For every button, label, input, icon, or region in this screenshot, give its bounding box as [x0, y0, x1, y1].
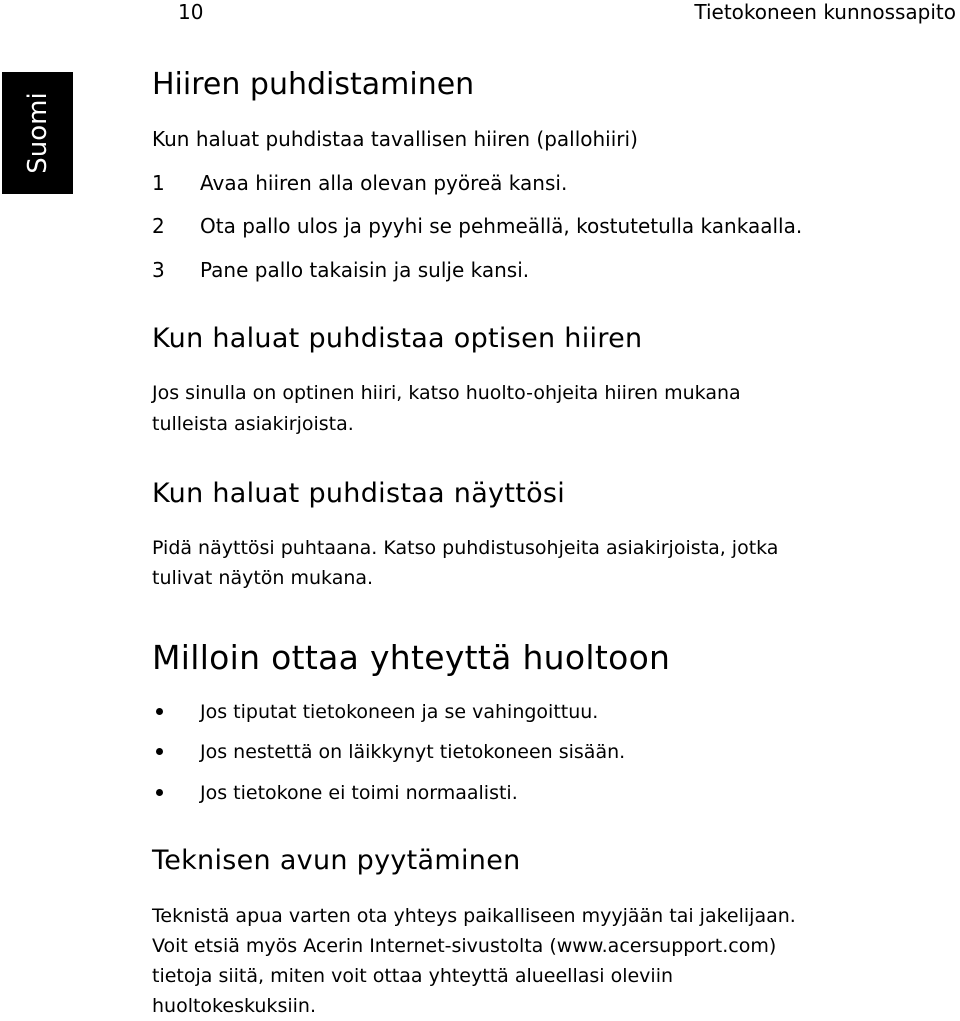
support-text-line: huoltokeskuksiin.	[152, 995, 316, 1017]
running-header-title: Tietokoneen kunnossapito	[694, 0, 956, 24]
section-heading-mouse: Hiiren puhdistaminen	[152, 67, 475, 102]
list-item	[152, 168, 942, 198]
bullet-icon	[156, 748, 163, 755]
optical-text-line: tulleista asiakirjoista.	[152, 413, 354, 435]
step-number: 3	[152, 258, 165, 282]
display-text-line: Pidä näyttösi puhtaana. Katso puhdistusohjeita asiakirjoista, jotka	[152, 537, 779, 559]
support-text-line: Voit etsiä myös Acerin Internet-sivustolta (www.acersupport.com)	[152, 935, 777, 957]
mouse-intro: Kun haluat puhdistaa tavallisen hiiren (pallohiiri)	[152, 127, 638, 151]
optical-text-line: Jos sinulla on optinen hiiri, katso huolto-ohjeita hiiren mukana	[152, 382, 741, 404]
language-tab-label: Suomi	[22, 92, 53, 174]
bullet-text: Jos nestettä on läikkynyt tietokoneen sisään.	[200, 741, 626, 763]
step-number: 2	[152, 214, 165, 238]
language-tab	[2, 72, 73, 194]
list-item	[152, 211, 942, 241]
page-number: 10	[178, 0, 204, 24]
list-item	[152, 255, 942, 285]
support-text-line: Teknistä apua varten ota yhteys paikalliseen myyjään tai jakelijaan.	[152, 905, 796, 927]
support-text-line: tietoja siitä, miten voit ottaa yhteyttä alueellasi oleviin	[152, 965, 674, 987]
section-heading-display: Kun haluat puhdistaa näyttösi	[152, 478, 566, 509]
section-heading-support: Teknisen avun pyytäminen	[152, 845, 521, 876]
section-heading-service: Milloin ottaa yhteyttä huoltoon	[152, 638, 671, 677]
display-text-line: tulivat näytön mukana.	[152, 567, 374, 589]
step-text: Pane pallo takaisin ja sulje kansi.	[200, 258, 530, 282]
section-heading-optical: Kun haluat puhdistaa optisen hiiren	[152, 323, 643, 354]
step-number: 1	[152, 171, 165, 195]
bullet-icon	[156, 708, 163, 715]
bullet-text: Jos tiputat tietokoneen ja se vahingoittuu.	[200, 701, 599, 723]
list-item	[152, 778, 942, 808]
bullet-icon	[156, 789, 163, 796]
list-item	[152, 697, 942, 727]
list-item	[152, 737, 942, 767]
bullet-text: Jos tietokone ei toimi normaalisti.	[200, 782, 518, 804]
step-text: Avaa hiiren alla olevan pyöreä kansi.	[200, 171, 568, 195]
step-text: Ota pallo ulos ja pyyhi se pehmeällä, kostutetulla kankaalla.	[200, 214, 803, 238]
